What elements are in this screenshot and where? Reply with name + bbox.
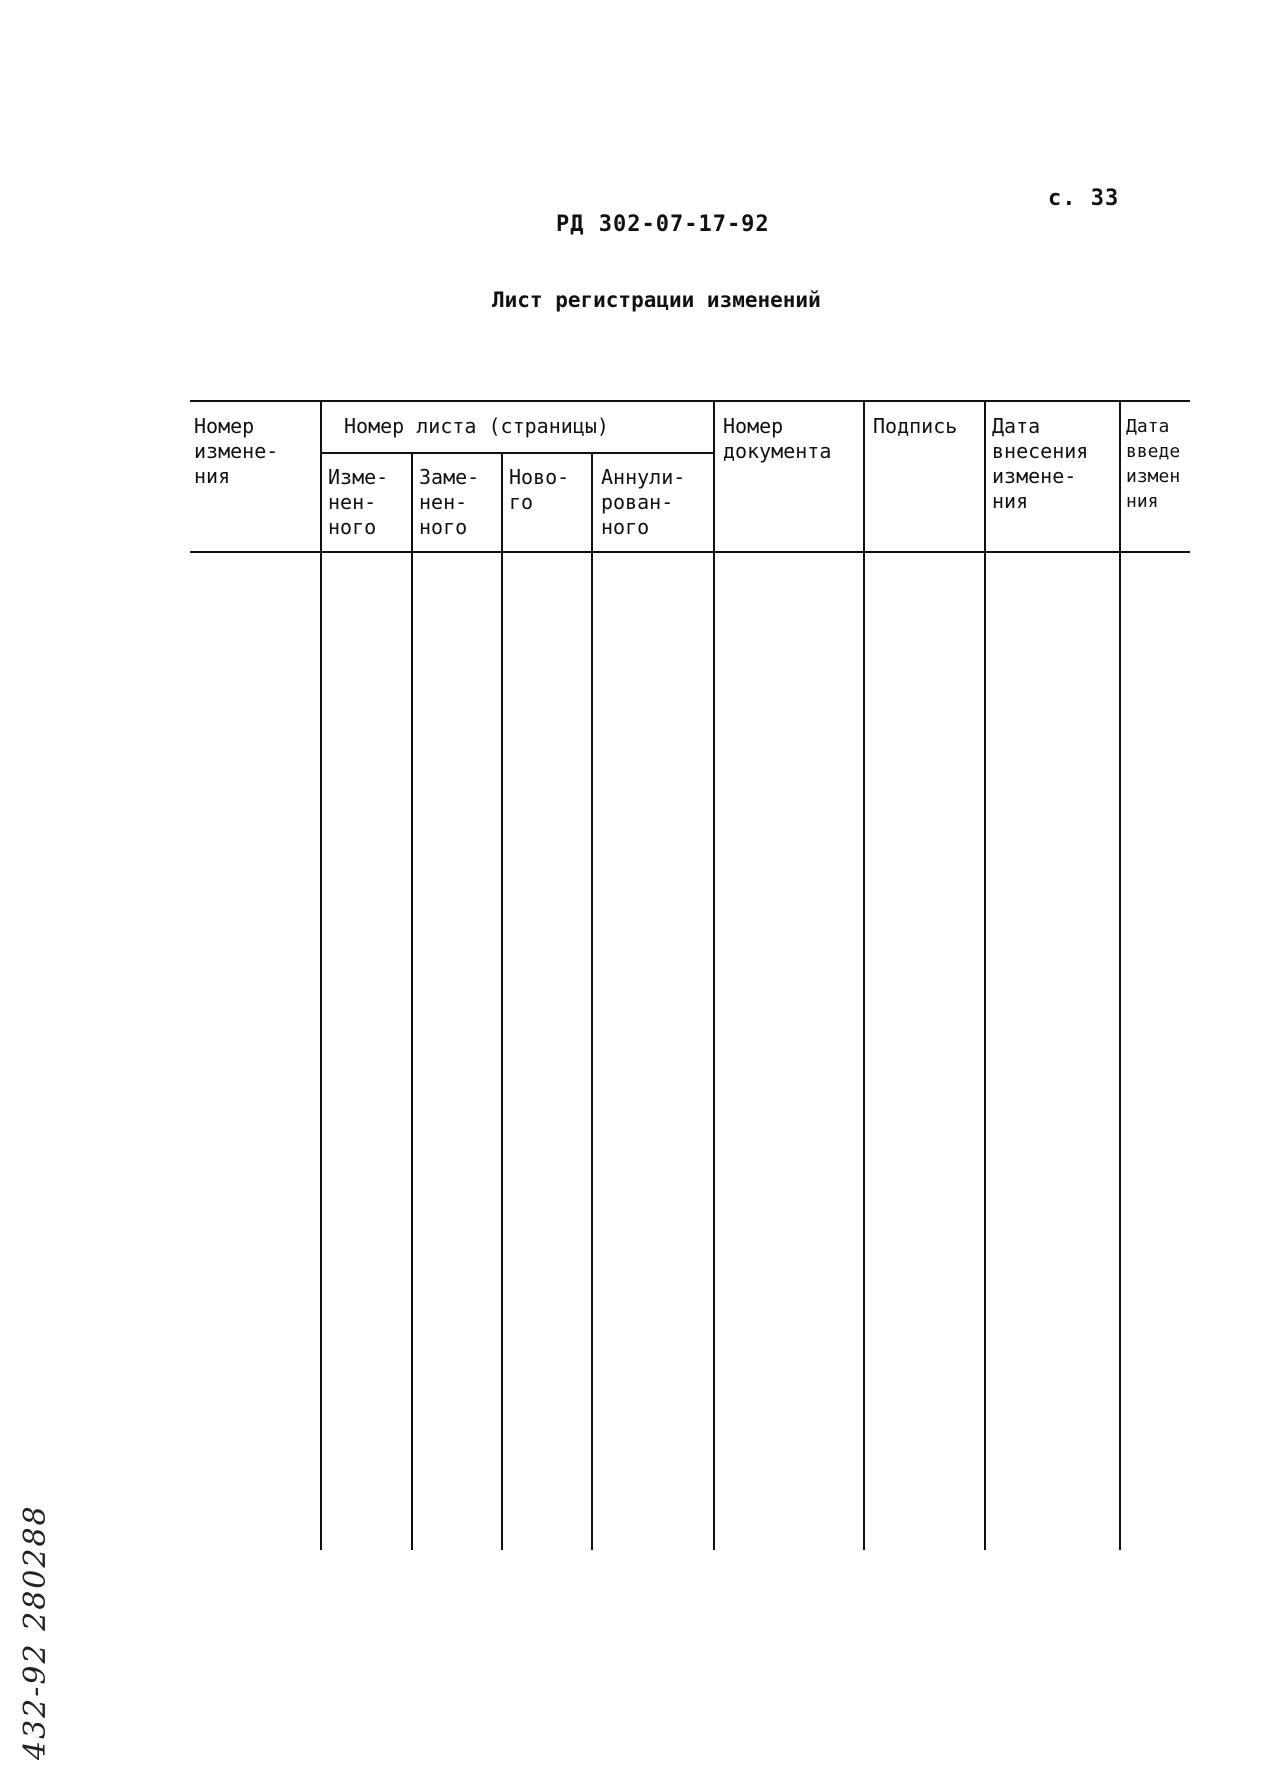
header-date-entry: Дата внесения измене- ния xyxy=(992,414,1089,513)
column-divider xyxy=(1119,400,1121,1550)
document-code: РД 302-07-17-92 xyxy=(556,212,770,237)
column-divider xyxy=(411,453,413,1550)
header-document-number: Номер документа xyxy=(723,414,832,463)
column-divider xyxy=(713,400,715,1550)
column-divider xyxy=(501,453,503,1550)
header-bottom-rule xyxy=(190,551,1190,553)
header-change-number: Номер измене- ния xyxy=(194,414,279,488)
header-replaced-sheet: Заме- нен- ного xyxy=(419,465,480,539)
header-changed-sheet: Изме- нен- ного xyxy=(328,465,389,539)
handwritten-margin-note: 432-92 280288 xyxy=(18,1504,53,1760)
column-divider xyxy=(984,400,986,1550)
page-title: Лист регистрации изменений xyxy=(492,288,821,312)
sheet-number-group-rule xyxy=(321,452,714,454)
header-date-introduction: Дата введе измен ния xyxy=(1126,416,1181,512)
change-registration-table xyxy=(190,400,1190,1550)
column-divider xyxy=(591,453,593,1550)
header-annulled-sheet: Аннули- рован- ного xyxy=(601,465,686,539)
column-divider xyxy=(320,400,322,1550)
header-signature: Подпись xyxy=(873,414,958,438)
header-new-sheet: Ново- го xyxy=(509,465,570,514)
page-number: с. 33 xyxy=(1048,186,1120,211)
table-top-rule xyxy=(190,400,1190,402)
column-divider xyxy=(863,400,865,1550)
header-sheet-number-group: Номер листа (страницы) xyxy=(344,414,609,438)
